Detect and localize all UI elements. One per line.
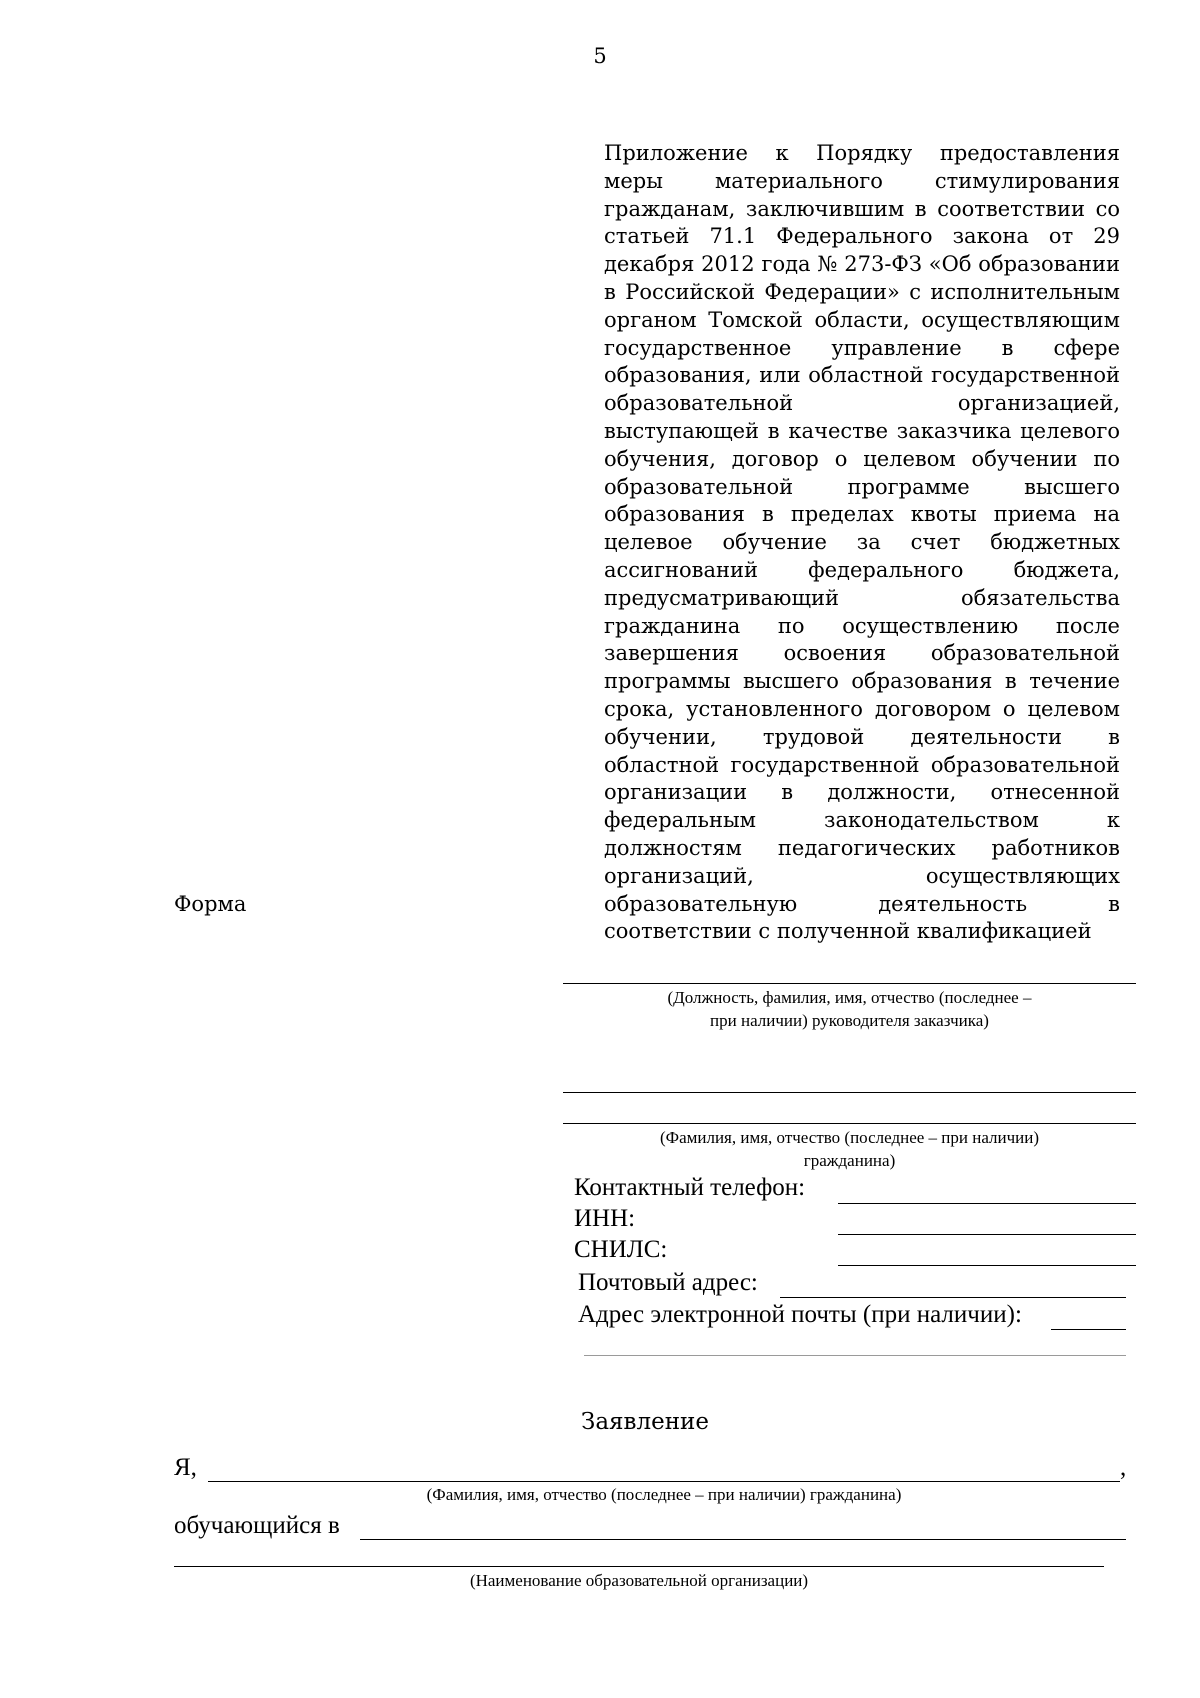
citizen-name-caption: (Фамилия, имя, отчество (последнее – при наличии) гражданина): [426, 1485, 902, 1504]
email-line-2[interactable]: [584, 1355, 1126, 1356]
student-label: обучающийся в: [174, 1512, 340, 1539]
addressee-caption-1: (Должность, фамилия, имя, отчество (последнее –: [667, 988, 1032, 1007]
applicant-caption-2: гражданина): [803, 1151, 896, 1170]
page-number: 5: [593, 44, 607, 68]
i-prefix: Я,: [174, 1454, 197, 1481]
name-line-comma: ,: [1120, 1454, 1127, 1481]
snils-line[interactable]: [838, 1265, 1136, 1266]
appendix-text: Приложение к Порядку предоставления меры материального стимулирования гражданам, заключившим в соответствии со статьей 71.1 Федерального закона от 29 декабря 2012 года № 273-ФЗ «Об образовании в Российской Федерации» с исполнительным органом Томской области, осуществляющим государственное управление в сфере образования, или областной государственной образовательной организацией, выступающей в качестве заказчика целевого обучения, договор о целевом обучении по образовательной программе высшего образования в пределах квоты приема на целевое обучение за счет бюджетных ассигнований федерального бюджета, предусматривающий обязательства гражданина по осуществлению после завершения освоения образовательной программы высшего образования в течение срока, установленного договором о целевом обучении, трудовой деятельности в областной государственной образовательной организации в должности, отнесенной федеральным законодательством к должностям педагогических работников организаций, осуществляющих образовательную деятельность в соответствии с полученной квалификацией: [604, 141, 1120, 944]
postal-line[interactable]: [780, 1297, 1126, 1298]
organization-caption: (Наименование образовательной организации): [469, 1571, 809, 1590]
addressee-caption-2: при наличии) руководителя заказчика): [710, 1011, 989, 1030]
email-line[interactable]: [1051, 1329, 1126, 1330]
statement-title: Заявление: [581, 1409, 709, 1435]
snils-label: СНИЛС:: [574, 1236, 668, 1263]
inn-label: ИНН:: [574, 1205, 636, 1232]
applicant-line-2[interactable]: [563, 1123, 1136, 1124]
addressee-line[interactable]: [563, 983, 1136, 984]
applicant-caption-1: (Фамилия, имя, отчество (последнее – при наличии): [659, 1128, 1040, 1147]
phone-label: Контактный телефон:: [574, 1174, 806, 1201]
form-label: Форма: [174, 892, 247, 916]
applicant-line-1[interactable]: [563, 1092, 1136, 1093]
organization-line-1[interactable]: [360, 1539, 1126, 1540]
inn-line[interactable]: [838, 1234, 1136, 1235]
organization-line-2[interactable]: [174, 1566, 1104, 1567]
citizen-name-line[interactable]: [208, 1481, 1120, 1482]
postal-label: Почтовый адрес:: [578, 1269, 758, 1296]
email-label: Адрес электронной почты (при наличии):: [578, 1301, 1022, 1328]
phone-line[interactable]: [838, 1203, 1136, 1204]
